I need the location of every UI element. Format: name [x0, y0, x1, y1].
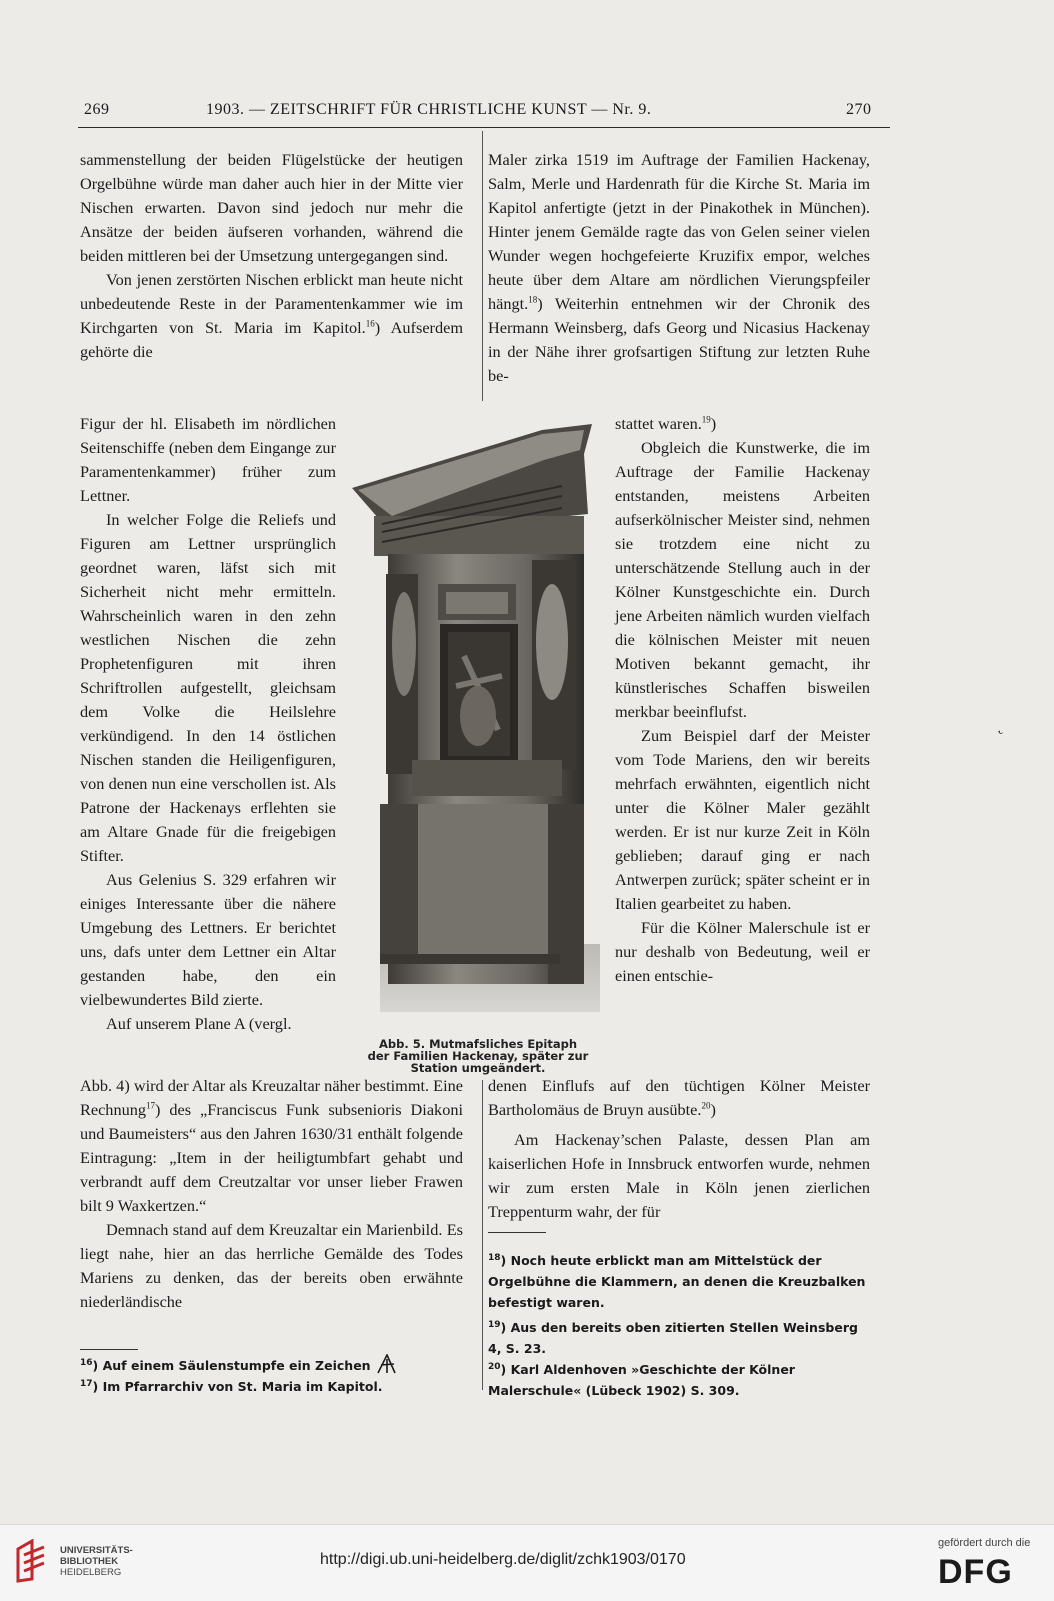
running-header	[78, 101, 890, 125]
funding-label: gefördert durch die	[938, 1537, 1031, 1549]
footnote: $^{19}$) Aus den bereits oben zitierten Stellen Weinsberg 4, S. 23.	[488, 1319, 858, 1356]
paragraph: In welcher Folge die Reliefs und Figuren am Lettner ursprünglich geordnet waren, läfst sich mit Sicherheit nicht mehr ermitteln. Wahrscheinlich waren in den zehn westlichen Nischen die zehn Prophetenfiguren mit ihren Schriftrollen aufgestellt, gleichsam dem Volke die Heilslehre verkündigend. In den 14 östlichen Nischen standen die Heiligenfiguren, von denen nun eine verschollen ist. Als Patrone der Hackenays erflehten sie am Altare Gnade für die freigebigen Stifter.	[80, 510, 336, 865]
epitaph-photograph	[352, 424, 608, 1028]
library-logo-icon	[14, 1539, 54, 1583]
footnote: $^{20}$) Karl Aldenhoven »Geschichte der Kölner Malerschule« (Lübeck 1902) S. 309.	[488, 1361, 795, 1398]
paragraph: Maler zirka 1519 im Auftrage der Familien Hackenay, Salm, Merle und Hardenrath für die Kirche St. Maria im Kapitol anfertigte (jetzt in der Pinakothek in München). Hinter jenem Gemälde ragte das von Gelen seiner vielen Wunder wegen hochgefeierte Kruzifix empor, welches heute über dem Altare am nördlichen Vierungspfeiler hängt.$^{18}$) Weiterhin entnehmen wir der Chronik des Hermann Weinsberg, dafs Georg und Nicasius Hackenay in der Nähe ihrer grofsartigen Stiftung zur letzten Ruhe be-	[488, 150, 870, 385]
paragraph: Auf unserem Plane A (vergl.	[106, 1014, 292, 1033]
paragraph: denen Einflufs auf den tüchtigen Kölner Meister Bartholomäus de Bruyn ausübte.$^{20}$)	[488, 1076, 870, 1119]
right-column-bottom	[488, 1074, 870, 1224]
paragraph: Für die Kölner Malerschule ist er nur deshalb von Bedeutung, weil er einen entschie-	[615, 918, 870, 985]
footnote: $^{16}$) Auf einem Säulenstumpfe ein Zeichen	[80, 1354, 480, 1376]
page-number-right: 270	[846, 101, 872, 118]
permalink-url[interactable]: http://digi.ub.uni-heidelberg.de/diglit/zchk1903/0170	[320, 1551, 686, 1568]
paragraph: Am Hackenay’schen Palaste, dessen Plan am kaiserlichen Hofe in Innsbruck entworfen wurde, nehmen wir zum ersten Male in Köln jenen zierlichen Treppenturm wahr, der für	[488, 1130, 870, 1221]
left-column-narrow	[80, 412, 336, 1036]
right-column-top	[488, 148, 870, 388]
paragraph: sammenstellung der beiden Flügelstücke der heutigen Orgelbühne würde man daher auch hier in der Mitte vier Nischen erwarten. Davon sind jedoch nur mehr die Ansätze der beiden äufseren vorhanden, während die beiden mittleren bei der Umsetzung untergegangen sind.	[80, 150, 463, 265]
mason-mark-icon	[375, 1354, 399, 1374]
paragraph: Zum Beispiel darf der Meister vom Tode Mariens, den wir bereits mehrfach erwähnten, eigentlich nicht unter die Kölner Maler gezählt werden. Er ist nur kurze Zeit in Köln geblieben; darauf ging er nach Antwerpen zurück; später scheint er in Italien gearbeitet zu haben.	[615, 726, 870, 913]
right-footnotes	[488, 1250, 870, 1401]
footnote-rule	[488, 1232, 546, 1233]
digitization-footer	[0, 1524, 1054, 1601]
column-rule-bottom	[482, 1080, 483, 1390]
footnote: $^{17}$) Im Pfarrarchiv von St. Maria im Kapitol.	[80, 1378, 383, 1394]
footnote-ref: 17	[146, 1100, 156, 1111]
column-rule-top	[482, 131, 483, 401]
header-rule	[78, 127, 890, 128]
footnote-ref: 16	[365, 318, 375, 329]
library-name: UNIVERSITÄTS- BIBLIOTHEK HEIDELBERG	[60, 1545, 133, 1578]
paragraph: Abb. 4) wird der Altar als Kreuzaltar näher bestimmt. Eine Rechnung$^{17}$) des „Franciscus Funk subsenioris Diakoni und Baumeisters“ aus den Jahren 1630/31 enthält folgende Eintragung: „Item in der heiligtumbfart gehabt und verbrandt auff dem Creutzaltar vor unser lieber Frawen bilt 9 Waxkertzen.“	[80, 1076, 463, 1215]
left-column-bottom	[80, 1074, 463, 1314]
page-number-left: 269	[84, 101, 110, 118]
paragraph: Obgleich die Kunstwerke, die im Auftrage der Familie Hackenay entstanden, meistens Arbeiten aufserkölnischer Meister sind, nehmen sie trotzdem eine nicht zu unterschätzende Stellung auch in der Kölner Kunstgeschichte ein. Durch jene Arbeiten nämlich wurden vielfach die kölnischen Meister mit neuen Motiven bekannt gemacht, ihr künstlerisches Schaffen bisweilen merkbar beeinflufst.	[615, 438, 870, 721]
dfg-logo: DFG	[938, 1553, 1013, 1591]
footnote-ref: 20	[701, 1100, 711, 1111]
figure-caption: Abb. 5. Mutmafsliches Epitaph der Familien Hackenay, später zur Station umgeändert.	[367, 1037, 589, 1075]
paragraph: stattet waren.$^{19}$)	[615, 414, 717, 433]
right-column-narrow	[615, 412, 870, 988]
footnote-rule	[80, 1349, 138, 1350]
running-title: 1903. — ZEITSCHRIFT FÜR CHRISTLICHE KUNST — Nr. 9.	[206, 101, 652, 118]
left-column-top	[80, 148, 463, 364]
paragraph: Demnach stand auf dem Kreuzaltar ein Marienbild. Es liegt nahe, hier an das herrliche Gemälde des Todes Mariens zu denken, das der bereits oben erwähnte niederländische	[80, 1220, 463, 1311]
paragraph: Aus Gelenius S. 329 erfahren wir einiges Interessante über die nähere Umgebung des Lettners. Er berichtet uns, dafs unter dem Lettner ein Altar gestanden habe, den ein vielbewundertes Bild zierte.	[80, 870, 336, 1009]
footnote-ref: 18	[528, 294, 538, 305]
paragraph: Figur der hl. Elisabeth im nördlichen Seitenschiffe (neben dem Eingange zur Paramentenkammer) früher zum Lettner.	[80, 414, 336, 505]
footnote-ref: 19	[701, 414, 711, 425]
footnote: $^{18}$) Noch heute erblickt man am Mittelstück der Orgelbühne die Klammern, an denen die Kreuzbalken befestigt waren.	[488, 1252, 866, 1310]
paragraph: Von jenen zerstörten Nischen erblickt man heute nicht unbedeutende Reste in der Paramentenkammer wie im Kirchgarten von St. Maria im Kapitol.$^{16}$) Aufserdem gehörte die	[80, 270, 463, 361]
left-footnotes	[80, 1354, 480, 1397]
margin-mark: ˞	[998, 722, 1004, 742]
